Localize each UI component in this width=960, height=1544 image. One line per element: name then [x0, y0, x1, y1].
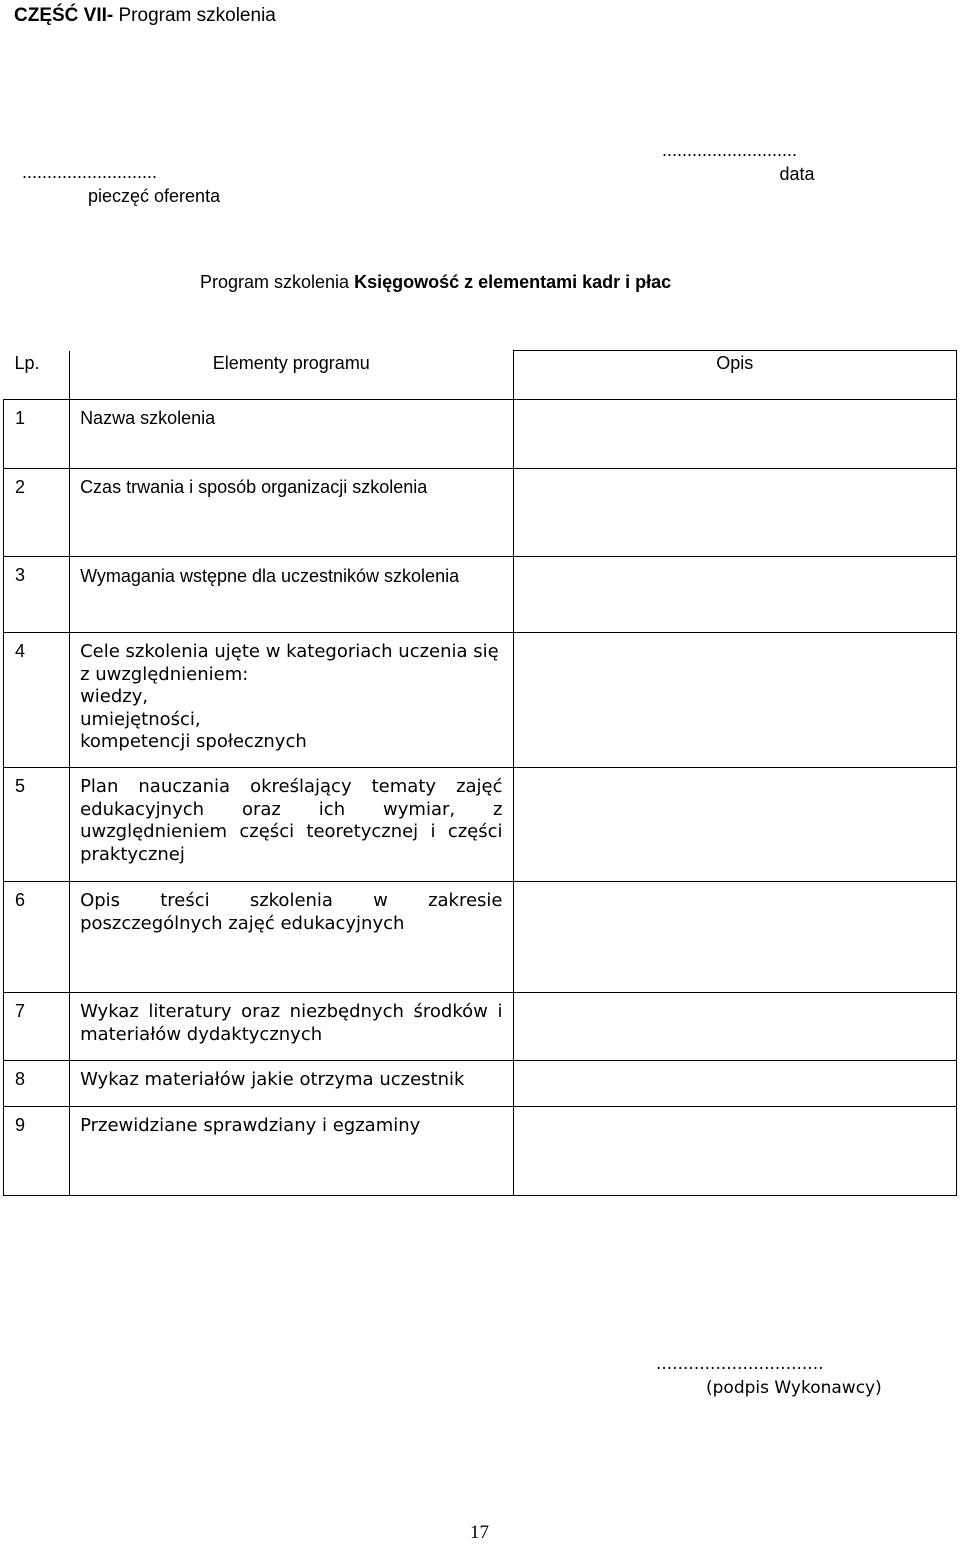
stamp-block	[22, 160, 220, 208]
row-element: Plan nauczania określający tematy zajęć edukacyjnych oraz ich wymiar, z uwzględnieniem części teoretycznej i części praktycznej	[70, 768, 513, 882]
header-elements: Elementy programu	[70, 351, 513, 400]
stamp-dots: ...........................	[22, 162, 158, 182]
row-number: 4	[4, 633, 70, 768]
table-row	[4, 993, 957, 1061]
signature-block	[656, 1352, 882, 1400]
date-dots: ...........................	[662, 140, 798, 160]
row-number: 7	[4, 993, 70, 1061]
program-table	[3, 350, 957, 1196]
row-element: Czas trwania i sposób organizacji szkolenia	[70, 469, 513, 557]
program-title-prefix: Program szkolenia	[200, 272, 355, 292]
row-element: Wykaz materiałów jakie otrzyma uczestnik	[70, 1061, 513, 1107]
signature-dots: ...............................	[656, 1354, 824, 1374]
table-row	[4, 1061, 957, 1107]
row-number: 6	[4, 882, 70, 993]
row-description-cell[interactable]	[513, 882, 956, 993]
header-description: Opis	[513, 351, 956, 400]
row-number: 8	[4, 1061, 70, 1107]
row-number: 3	[4, 557, 70, 633]
table-row	[4, 882, 957, 993]
row-element: Opis treści szkolenia w zakresie poszczególnych zajęć edukacyjnych	[70, 882, 513, 993]
stamp-label: pieczęć oferenta	[88, 186, 221, 206]
row-element: Przewidziane sprawdziany i egzaminy	[70, 1107, 513, 1196]
row-element: Wykaz literatury oraz niezbędnych środków i materiałów dydaktycznych	[70, 993, 513, 1061]
row-description-cell[interactable]	[513, 1107, 956, 1196]
row-number: 9	[4, 1107, 70, 1196]
row-number: 1	[4, 400, 70, 469]
row-number: 5	[4, 768, 70, 882]
table-row	[4, 557, 957, 633]
table-row	[4, 400, 957, 469]
section-heading-bold: CZĘŚĆ VII-	[14, 5, 114, 26]
row-description-cell[interactable]	[513, 557, 956, 633]
row-description-cell[interactable]	[513, 768, 956, 882]
date-block	[662, 138, 950, 186]
program-title-name: Księgowość z elementami kadr i płac	[354, 272, 672, 292]
row-description-cell[interactable]	[513, 633, 956, 768]
row-description-cell[interactable]	[513, 993, 956, 1061]
row-description-cell[interactable]	[513, 400, 956, 469]
section-heading-rest: Program szkolenia	[113, 5, 276, 26]
row-number: 2	[4, 469, 70, 557]
signature-label: (podpis Wykonawcy)	[706, 1378, 882, 1398]
row-element: Wymagania wstępne dla uczestników szkolenia	[70, 557, 513, 633]
page-number-value: 17	[470, 1522, 489, 1543]
table-row	[4, 469, 957, 557]
table-row	[4, 1107, 957, 1196]
row-description-cell[interactable]	[513, 1061, 956, 1107]
date-label: data	[779, 164, 815, 184]
row-element: Cele szkolenia ujęte w kategoriach uczenia się z uwzględnieniem: wiedzy, umiejętności, kompetencji społecznych	[70, 633, 513, 768]
section-heading	[14, 5, 276, 27]
row-description-cell[interactable]	[513, 469, 956, 557]
table-row	[4, 768, 957, 882]
row-element: Nazwa szkolenia	[70, 400, 513, 469]
header-lp: Lp.	[4, 351, 70, 400]
table-row	[4, 633, 957, 768]
table-header-row	[4, 351, 957, 400]
